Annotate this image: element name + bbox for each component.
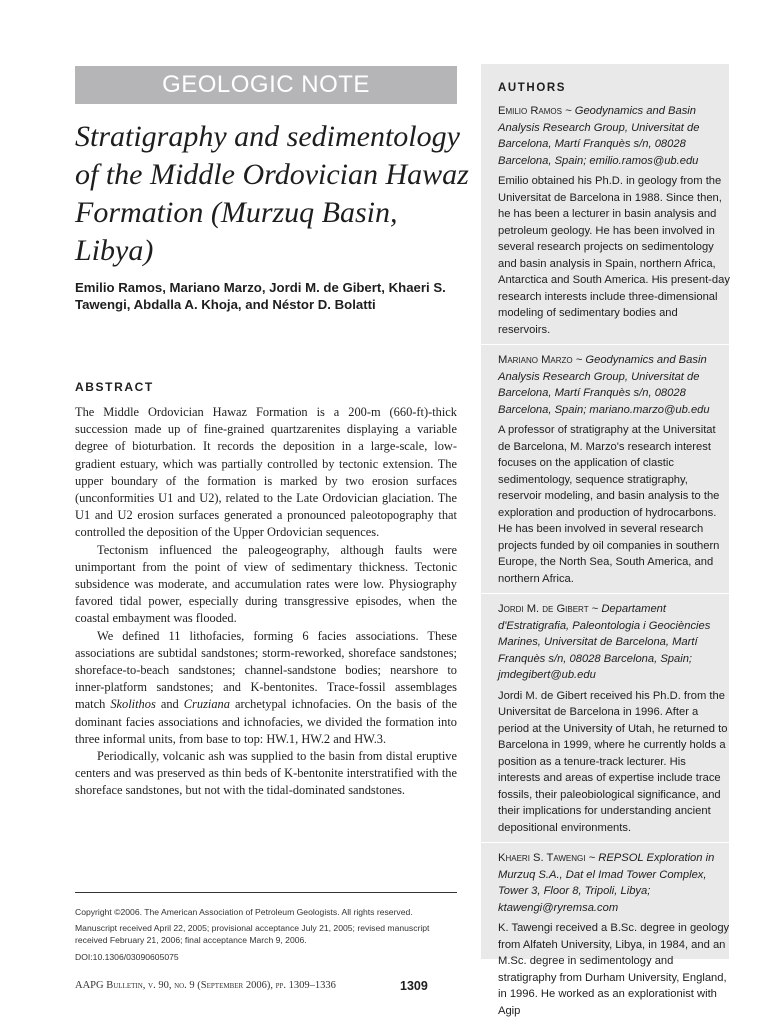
affiliation-text: ~ Departament d'Estratigrafia, Paleontologia i Geociències Marines, Universitat de Barcelona, Martí Franquès s/n, 08028 Barcelona, Spain; jmdegibert@ub.edu — [498, 603, 711, 681]
author-bio: A professor of stratigraphy at the Universitat de Barcelona, M. Marzo's research interest focuses on the application of clastic sedimentology, sequence stratigraphy, reservoir modeling, and basin analysis to the exploration and production of hydrocarbons. He has been involved in several research projects funded by oil companies in southern Europe, the North Sea, South America, and northern Africa. — [498, 424, 720, 585]
affiliation-text: ~ REPSOL Exploration in Murzuq S.A., Dat el Imad Tower Complex, Tower 3, Floor 8, Tripoli, Libya; ktawengi@ryremsa.com — [498, 852, 715, 914]
article-title: Stratigraphy and sedimentology of the Middle Ordovician Hawaz Formation (Murzuq Basin, Libya) — [75, 120, 469, 267]
author-separator — [481, 344, 747, 345]
abstract-heading: ABSTRACT — [75, 380, 154, 394]
abstract-paragraph-1: The Middle Ordovician Hawaz Formation is a 200-m (660-ft)-thick succession made up of fine-grained quartzarenites displaying a variable degree of bioturbation. It records the deposition in a large-scale, low-gradient estuary, which was partially controlled by tectonic extension. The upper boundary of the formation is marked by two erosion surfaces (unconformities U1 and U2), related to the Late Ordovician glaciation. The U1 and U2 erosion surfaces generated a pronounced paleotopography that controlled the deposition of the Upper Ordovician sequences. — [75, 405, 457, 540]
author-affiliation — [498, 352, 730, 418]
author-name: Emilio Ramos — [498, 105, 562, 117]
author-affiliation — [498, 850, 730, 916]
authors-heading: AUTHORS — [498, 82, 567, 94]
affiliation-text: ~ Geodynamics and Basin Analysis Research Group, Universitat de Barcelona, Martí Franquès s/n, 08028 Barcelona, Spain; emilio.ramos@ub.edu — [498, 105, 700, 167]
abstract-paragraph-3-and: and — [155, 697, 184, 712]
author-separator — [481, 842, 747, 843]
author-bio: K. Tawengi received a B.Sc. degree in geology from Alfateh University, Libya, in 1984, and an M.Sc. degree in sedimentology and stratigraphy from Durham University, England, in 1996. He worked as an explorationist with Agip — [498, 922, 730, 1017]
author-byline: Emilio Ramos, Mariano Marzo, Jordi M. de Gibert, Khaeri S. Tawengi, Abdalla A. Khoja, and Néstor D. Bolatti — [75, 280, 446, 312]
author-affiliation — [498, 601, 730, 684]
page-number: 1309 — [400, 979, 428, 993]
manuscript-history: Manuscript received April 22, 2005; provisional acceptance July 21, 2005; revised manuscript received February 21, 2006; final acceptance March 9, 2006. — [75, 923, 430, 946]
author-name: Khaeri S. Tawengi — [498, 852, 586, 864]
copyright-block — [75, 906, 459, 967]
abstract-paragraph-3 — [75, 628, 457, 748]
author-affiliation — [498, 103, 730, 169]
cruziana-term: Cruziana — [183, 697, 230, 712]
author-bio: Emilio obtained his Ph.D. in geology from the Universitat de Barcelona in 1988. Since then, he has been a lecturer in basin analysis and petroleum geology. He has been involved in several research projects on sedimentology and basin analysis in Spain, northern Africa, Antarctica and South America. His present-day research interests include three-dimensional modeling of sedimentary bodies and reservoirs. — [498, 175, 730, 336]
doi-link[interactable]: DOI:10.1306/03090605075 — [75, 951, 179, 962]
abstract-paragraph-4: Periodically, volcanic ash was supplied to the basin from distal eruptive centers and was preserved as thin beds of K-bentonite interstratified with the shoreface sandstones, but not with the tidal-dominated sandstones. — [75, 749, 457, 798]
page-footer — [75, 980, 495, 991]
skolithos-term: Skolithos — [110, 697, 156, 712]
abstract-body — [75, 404, 457, 800]
abstract-paragraph-3-part-b: archetypal ichnofacies. On the basis of the dominant facies associations and ichnofacies, we divided the formation into three informal units, from base to top: HW.1, HW.2 and HW.3. — [75, 697, 457, 746]
section-banner: GEOLOGIC NOTE — [75, 66, 457, 104]
copyright-notice: Copyright ©2006. The American Association of Petroleum Geologists. All rights reserved. — [75, 907, 413, 917]
author-bio: Jordi M. de Gibert received his Ph.D. from the Universitat de Barcelona in 1996. After a period at the University of Utah, he returned to Barcelona in 1999, where he currently holds a position as a tenure-track lecturer. His interests and areas of expertise include trace fossils, their paleobiological significance, and their implications for understanding ancient depositional environments. — [498, 689, 728, 834]
abstract-paragraph-3-part-a: We defined 11 lithofacies, forming 6 facies associations. These associations are subtidal sandstones; storm-reworked, shoreface sandstones; shoreface-to-beach sandstones; channel-sandstone bodies; nearshore to inner-platform sandstones; and K-bentonites. Trace-fossil assemblages match — [75, 628, 457, 712]
affiliation-text: ~ Geodynamics and Basin Analysis Research Group, Universitat de Barcelona, Martí Franquès s/n, 08028 Barcelona, Spain; mariano.marzo@ub.edu — [498, 354, 710, 416]
author-separator — [481, 593, 747, 594]
abstract-paragraph-2: Tectonism influenced the paleogeography, although faults were unimportant from the point of view of sedimentary thickness. Tectonic subsidence was moderate, and accumulation rates were low. Physiography favored tidal power, especially during transgressive episodes, when the coastal embayment was flooded. — [75, 542, 457, 626]
author-name: Mariano Marzo — [498, 354, 573, 366]
author-name: Jordi M. de Gibert — [498, 603, 589, 615]
footnote-divider — [75, 892, 457, 893]
journal-citation: AAPG Bulletin, v. 90, no. 9 (September 2006), pp. 1309–1336 — [75, 980, 336, 991]
authors-sidebar — [481, 64, 730, 1017]
